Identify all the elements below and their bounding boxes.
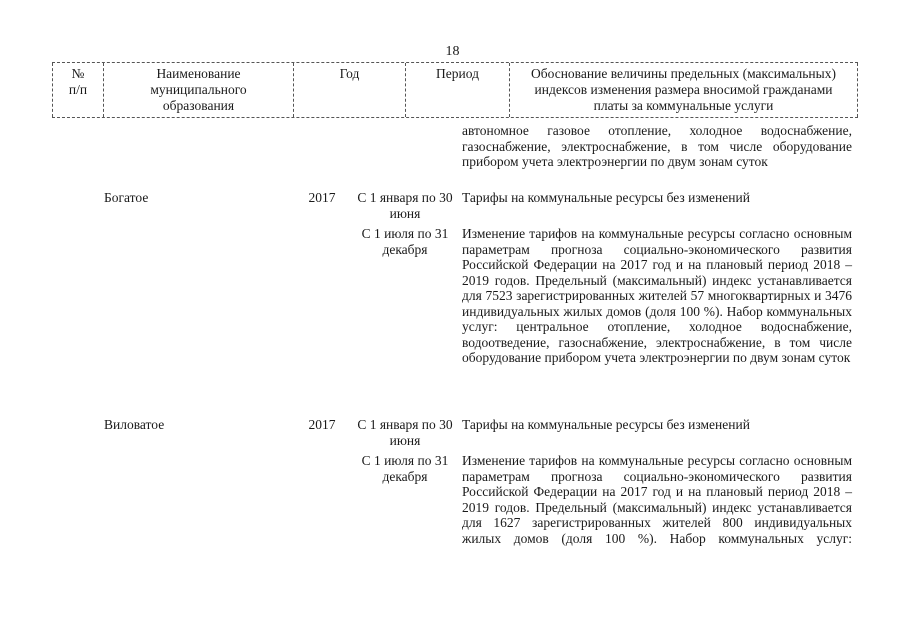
row-2-text-1: Тарифы на коммунальные ресурсы без изменений (462, 417, 750, 432)
row-2-text-2: Изменение тарифов на коммунальные ресурсы согласно основным параметрам прогноза социально-экономического развития Российской Федерации на 2017 год и на плановый период 2018 – 2019 годов. Предельный (максимальный) индекс устанавливается для 1627 зарегистрированных жителей 800 индивидуальных жилых домов (доля 100 %). Набор коммунальных услуг: (462, 453, 852, 546)
page-number: 18 (445, 44, 460, 59)
table-header (52, 62, 858, 118)
row-1-period-1: С 1 января по 30 июня (357, 190, 453, 221)
header-num: № п/п (52, 63, 104, 117)
row-2-period-1: С 1 января по 30 июня (357, 417, 453, 448)
header-period: Период (406, 63, 510, 117)
row-2-name: Виловатое (104, 417, 165, 432)
continuation-text: автономное газовое отопление, холодное водоснабжение, газоснабжение, электроснабжение, в том числе оборудование прибором учета электроэнергии по двум зонам суток (462, 123, 852, 169)
header-name: Наименование муниципального образования (104, 63, 294, 117)
row-2-year: 2017 (308, 417, 336, 432)
row-1-name: Богатое (104, 190, 149, 205)
row-1-text-2: Изменение тарифов на коммунальные ресурсы согласно основным параметрам прогноза социально-экономического развития Российской Федерации на 2017 год и на плановый период 2018 – 2019 годов. Предельный (максимальный) индекс устанавливается для 7523 зарегистрированных жителей 57 многоквартирных и 3476 индивидуальных жилых домов (доля 100 %). Набор коммунальных услуг: центральное отопление, холодное водоснабжение, водоотведение, газоснабжение, электроснабжение, в том числе оборудование прибором учета электроэнергии по двум зонам суток (462, 226, 852, 365)
row-1-text-1: Тарифы на коммунальные ресурсы без изменений (462, 190, 750, 205)
header-justification: Обоснование величины предельных (максимальных) индексов изменения размера вносимой гражданами платы за коммунальные услуги (510, 63, 858, 117)
row-1-year: 2017 (308, 190, 336, 205)
header-year: Год (294, 63, 406, 117)
row-2-period-2: С 1 июля по 31 декабря (361, 453, 449, 484)
row-1-period-2: С 1 июля по 31 декабря (361, 226, 449, 257)
